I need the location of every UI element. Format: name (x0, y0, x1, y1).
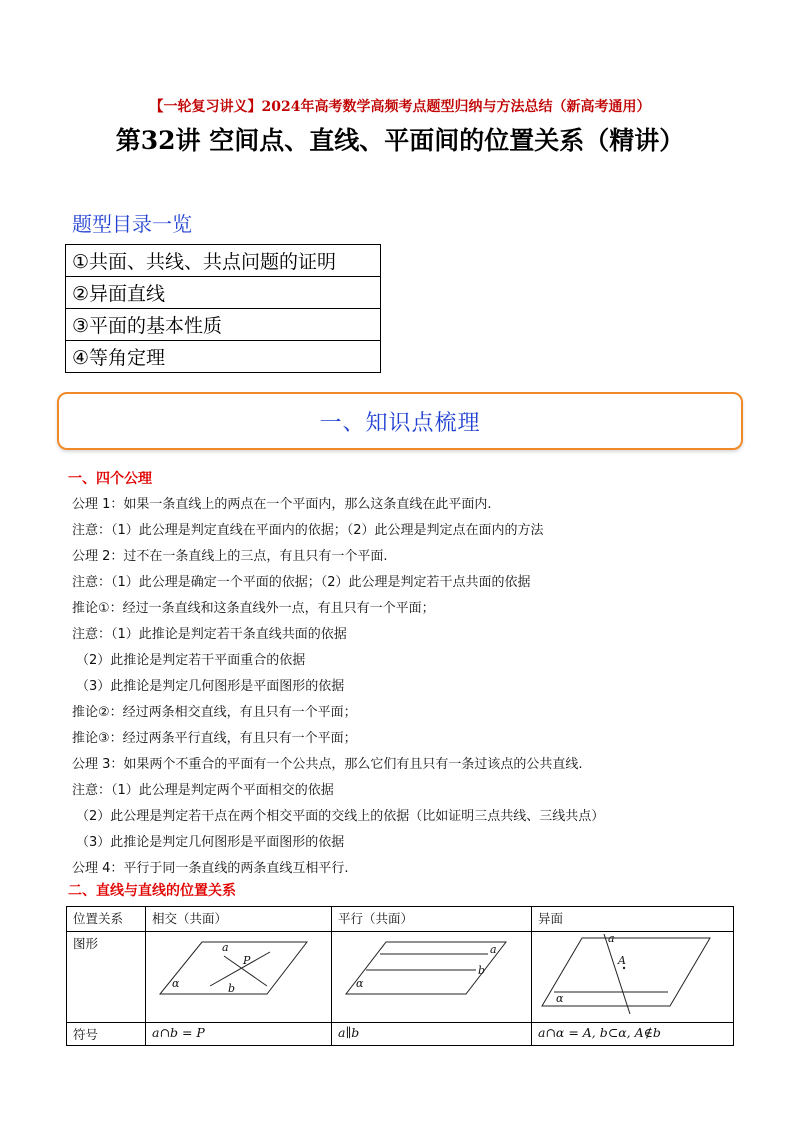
label-b: b (228, 982, 236, 995)
figure-cell-intersect (146, 932, 332, 1023)
intersecting-lines-figure (152, 934, 324, 1014)
toc-item-label: ③平面的基本性质 (66, 309, 381, 341)
text-line: 推论②：经过两条相交直线，有且只有一个平面； (72, 705, 357, 720)
label-alpha: α (555, 992, 564, 1005)
skew-lines-figure (538, 934, 726, 1014)
table-row-label: 符号 (67, 1023, 146, 1046)
text-line: （3）此推论是判定几何图形是平面图形的依据 (76, 679, 345, 694)
toc-table (65, 244, 381, 373)
text-line: 注意：（1）此公理是确定一个平面的依据；（2）此公理是判定若干点共面的依据 (72, 575, 531, 590)
page-title: 第32讲 空间点、直线、平面间的位置关系（精讲） (115, 126, 685, 155)
section-banner (57, 392, 743, 450)
text-line: 公理 3：如果两个不重合的平面有一个公共点，那么它们有且只有一条过该点的公共直线. (72, 757, 583, 772)
symbol-cell: a∩b = P (146, 1023, 332, 1046)
table-row (67, 1023, 734, 1046)
toc-heading: 题型目录一览 (72, 212, 192, 236)
toc-item[interactable] (66, 309, 381, 341)
text-line: 注意：（1）此公理是判定直线在平面内的依据；（2）此公理是判定点在面内的方法 (72, 523, 544, 538)
figure-cell-skew (531, 932, 733, 1023)
toc-item-label: ②异面直线 (66, 277, 381, 309)
table-header-cell: 异面 (531, 907, 733, 932)
toc-item-label: ①共面、共线、共点问题的证明 (66, 245, 381, 277)
figure-cell-parallel (332, 932, 532, 1023)
text-line: 注意：（1）此推论是判定若干条直线共面的依据 (72, 627, 347, 642)
text-line: （2）此公理是判定若干点在两个相交平面的交线上的依据（比如证明三点共线、三线共点） (76, 809, 605, 824)
line-relation-table (66, 906, 734, 1046)
text-line: 公理 1：如果一条直线上的两点在一个平面内，那么这条直线在此平面内. (72, 497, 492, 512)
label-a: a (490, 943, 497, 956)
text-line: 注意：（1）此公理是判定两个平面相交的依据 (72, 783, 334, 798)
parallel-lines-figure (338, 934, 524, 1014)
text-line: 推论③：经过两条平行直线，有且只有一个平面； (72, 731, 357, 746)
text-line: 推论①：经过一条直线和这条直线外一点，有且只有一个平面； (72, 601, 435, 616)
table-row (67, 932, 734, 1023)
toc-item[interactable] (66, 245, 381, 277)
section-heading-lines: 二、直线与直线的位置关系 (68, 883, 236, 899)
table-header-cell: 平行（共面） (332, 907, 532, 932)
text-line: 公理 2：过不在一条直线上的三点，有且只有一个平面. (72, 549, 388, 564)
toc-item[interactable] (66, 277, 381, 309)
table-row-label: 图形 (67, 932, 146, 1023)
symbol-cell: a∩α = A, b⊂α, A∉b (531, 1023, 733, 1046)
table-header-cell: 相交（共面） (146, 907, 332, 932)
text-line: （2）此推论是判定若干平面重合的依据 (76, 653, 306, 668)
label-a: a (222, 941, 229, 954)
table-row (67, 907, 734, 932)
label-alpha: α (172, 977, 180, 990)
document-subtitle: 【一轮复习讲义】2024年高考数学高频考点题型归纳与方法总结（新高考通用） (149, 99, 651, 115)
section-banner-label: 一、知识点梳理 (319, 410, 481, 436)
text-line: （3）此推论是判定几何图形是平面图形的依据 (76, 835, 345, 850)
toc-item-label: ④等角定理 (66, 341, 381, 373)
label-P: P (243, 954, 251, 967)
toc-item[interactable] (66, 341, 381, 373)
label-a: a (607, 934, 615, 945)
table-header-cell: 位置关系 (67, 907, 146, 932)
text-line: 公理 4：平行于同一条直线的两条直线互相平行. (72, 861, 349, 876)
axioms-body (72, 492, 752, 882)
label-A: A (617, 954, 626, 967)
label-alpha: α (356, 977, 364, 990)
label-b: b (478, 964, 486, 977)
symbol-cell: a∥b (332, 1023, 532, 1046)
section-heading-axioms: 一、四个公理 (68, 471, 152, 487)
